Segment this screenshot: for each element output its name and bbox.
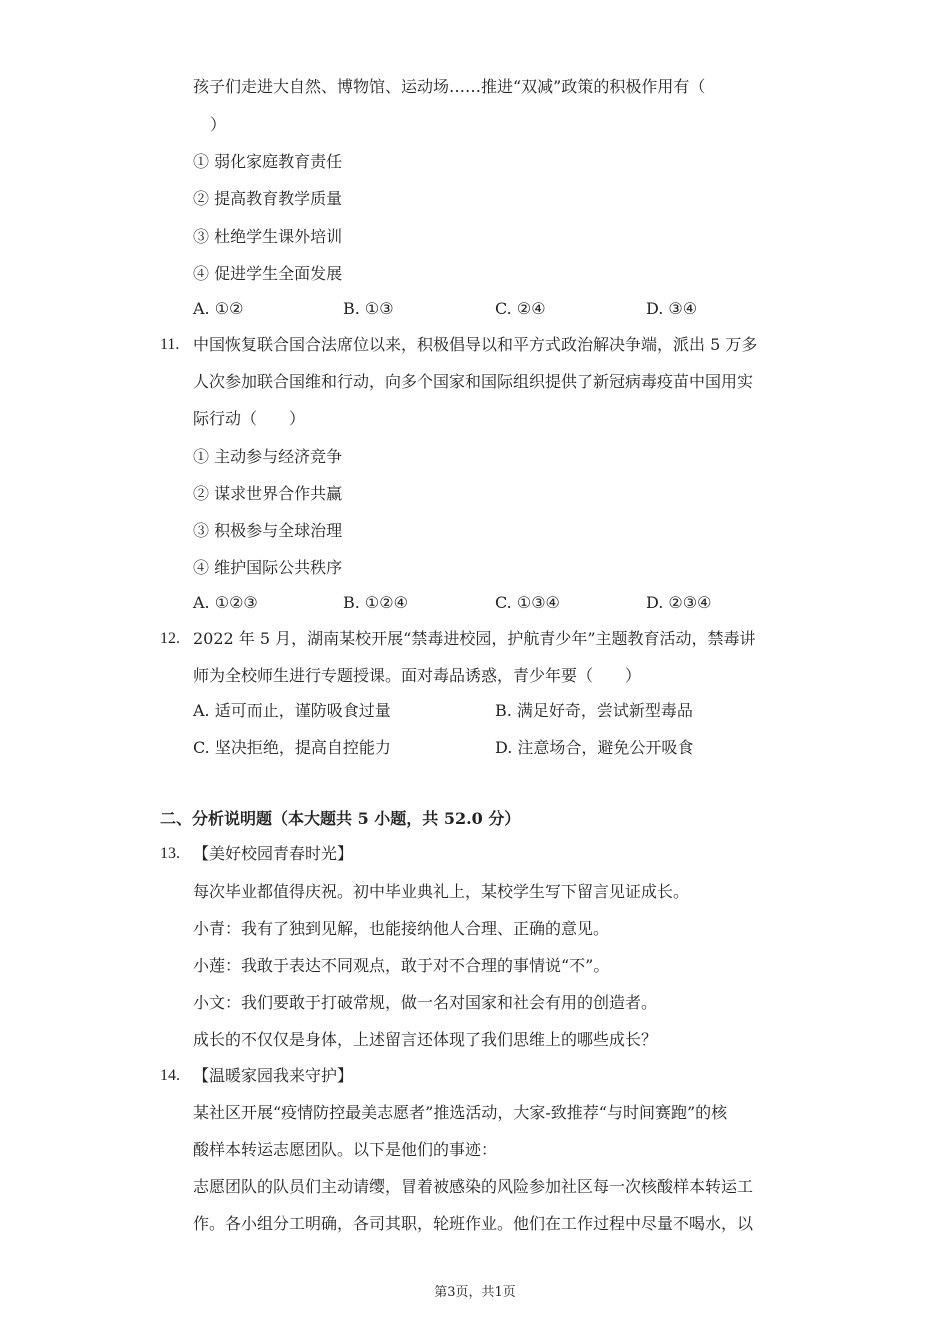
q10-option-c: C. ②④ <box>495 299 546 318</box>
q12-stem-line-2: 师为全校师生进行专题授课。面对毒品诱惑，青少年要（ ） <box>193 666 642 685</box>
q12-option-a: A. 适可而止，谨防吸食过量 <box>193 701 391 720</box>
q10-item-3: ③ 杜绝学生课外培训 <box>193 227 343 246</box>
q14-heading: 【温暖家园我来守护】 <box>193 1066 354 1085</box>
q13-line-2: 小青：我有了独到见解，也能接纳他人合理、正确的意见。 <box>193 919 610 938</box>
q13-line-1: 每次毕业都值得庆祝。初中毕业典礼上，某校学生写下留言见证成长。 <box>193 882 690 901</box>
q11-stem-line-2: 人次参加联合国维和行动，向多个国家和国际组织提供了新冠病毒疫苗中国用实 <box>193 372 754 391</box>
q11-option-c: C. ①③④ <box>495 593 560 612</box>
q13-heading: 【美好校园青春时光】 <box>193 844 354 863</box>
q12-stem-line-1: 2022 年 5 月，湖南某校开展“禁毒进校园，护航青少年”主题教育活动，禁毒讲 <box>193 629 756 648</box>
q10-item-2: ② 提高教育教学质量 <box>193 189 343 208</box>
q11-stem-line-1: 中国恢复联合国合法席位以来，积极倡导以和平方式政治解决争端，派出 5 万多 <box>193 335 758 354</box>
q11-item-2: ② 谋求世界合作共赢 <box>193 484 343 503</box>
q10-option-a: A. ①② <box>193 299 244 318</box>
q13-number: 13. <box>160 845 180 862</box>
q13-line-4: 小文：我们要敢于打破常规，做一名对国家和社会有用的创造者。 <box>193 993 658 1012</box>
q10-item-1: ① 弱化家庭教育责任 <box>193 152 343 171</box>
q14-line-2: 酸样本转运志愿团队。以下是他们的事迹： <box>193 1140 498 1159</box>
section-title: 二、分析说明题（本大题共 5 小题，共 52.0 分） <box>160 809 521 828</box>
q10-item-4: ④ 促进学生全面发展 <box>193 264 343 283</box>
q14-line-1: 某社区开展“疫情防控最美志愿者”推选活动，大家-致推荐“与时间赛跑”的核 <box>193 1103 728 1122</box>
q12-number: 12. <box>160 630 180 647</box>
q11-item-3: ③ 积极参与全球治理 <box>193 521 343 540</box>
q12-option-b: B. 满足好奇，尝试新型毒品 <box>495 701 693 720</box>
q11-item-4: ④ 维护国际公共秩序 <box>193 558 343 577</box>
q12-option-c: C. 坚决拒绝，提高自控能力 <box>193 738 391 757</box>
q10-stem-line-2: ） <box>210 115 227 134</box>
q13-line-5: 成长的不仅仅是身体，上述留言还体现了我们思维上的哪些成长？ <box>193 1030 658 1049</box>
q10-option-b: B. ①③ <box>343 299 394 318</box>
q11-number: 11. <box>160 336 180 353</box>
q14-line-4: 作。各小组分工明确，各司其职，轮班作业。他们在工作过程中尽量不喝水，以 <box>193 1214 754 1233</box>
q13-line-3: 小莲：我敢于表达不同观点，敢于对不合理的事情说“不”。 <box>193 956 610 975</box>
q11-item-1: ① 主动参与经济竞争 <box>193 447 343 466</box>
q10-stem-line-1: 孩子们走进大自然、博物馆、运动场……推进“双减”政策的积极作用有（ <box>193 77 706 96</box>
q11-option-d: D. ②③④ <box>646 593 712 612</box>
q14-line-3: 志愿团队的队员们主动请缨，冒着被感染的风险参加社区每一次核酸样本转运工 <box>193 1177 754 1196</box>
q12-option-d: D. 注意场合，避免公开吸食 <box>495 738 694 757</box>
q10-option-d: D. ③④ <box>646 299 698 318</box>
q14-number: 14. <box>160 1067 180 1084</box>
q11-stem-line-3: 际行动（ ） <box>193 409 306 428</box>
q11-option-a: A. ①②③ <box>193 593 258 612</box>
page-footer: 第3页，共1页 <box>434 1285 516 1300</box>
q11-option-b: B. ①②④ <box>343 593 408 612</box>
